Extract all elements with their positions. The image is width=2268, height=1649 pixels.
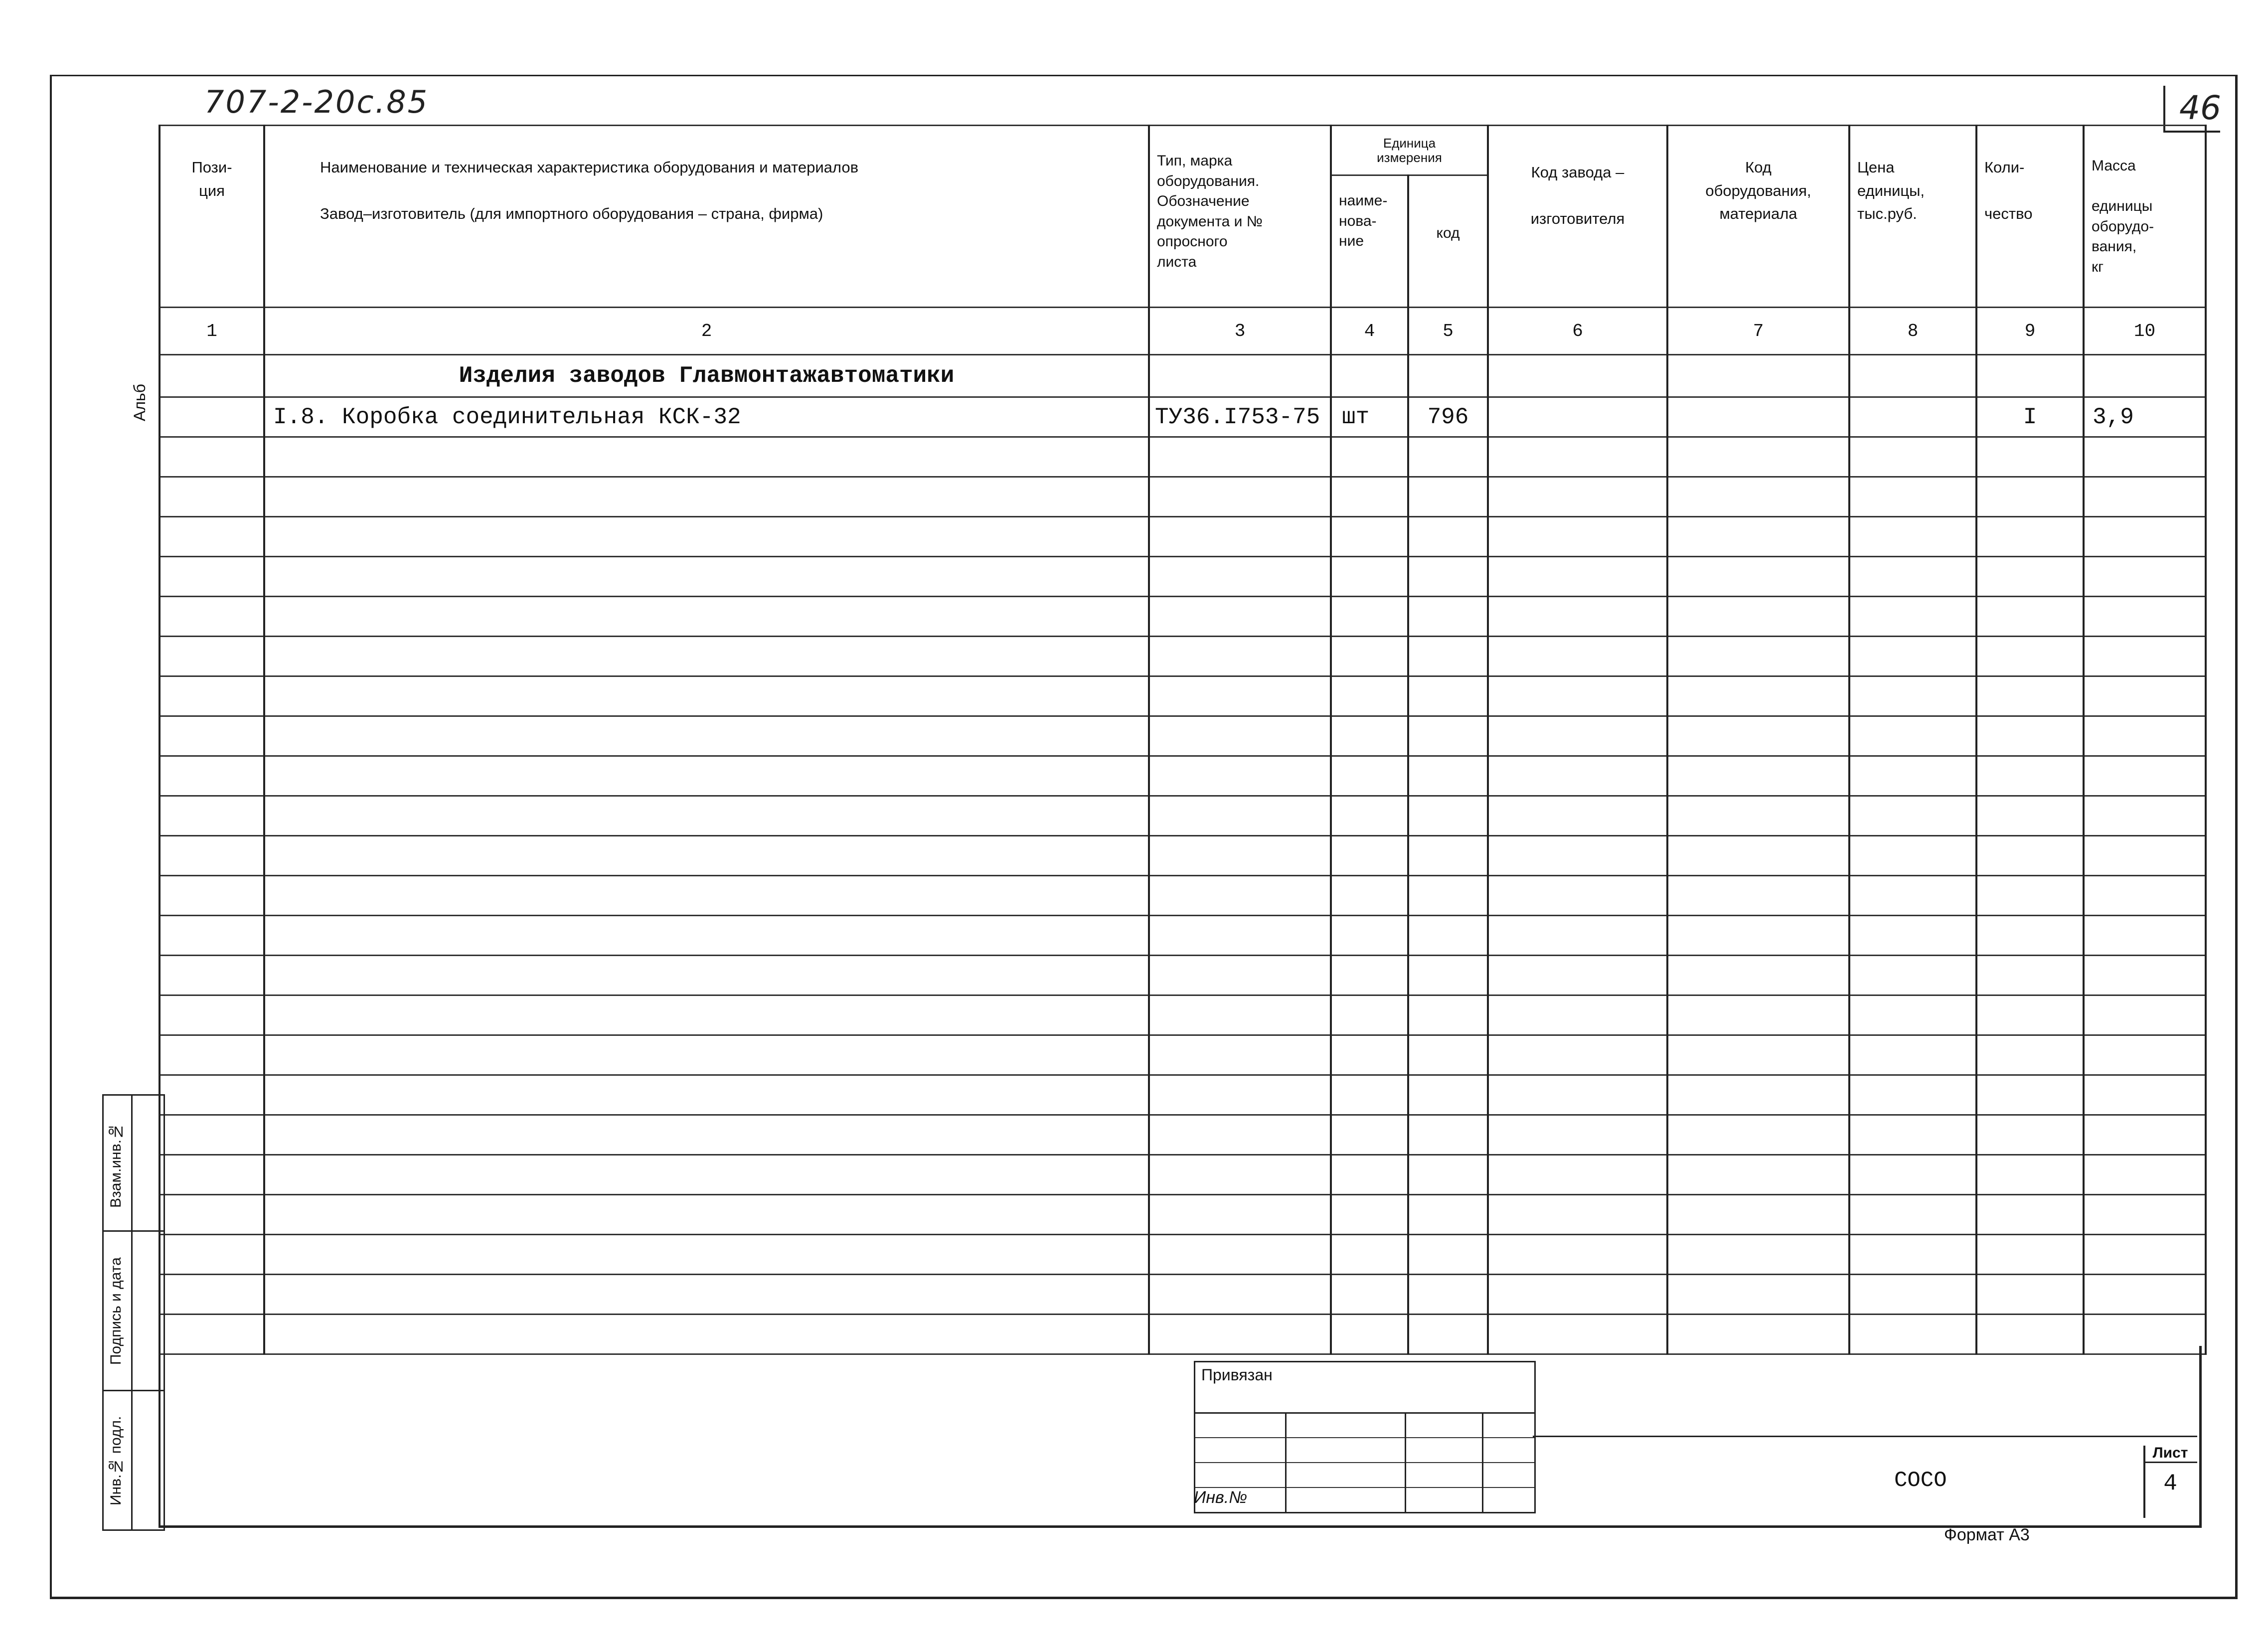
specification-table bbox=[159, 125, 2207, 1355]
sheet-number-handwritten: 46 bbox=[2179, 89, 2221, 127]
cell-equipment-code bbox=[1667, 397, 1849, 437]
album-mark: Альб bbox=[131, 384, 149, 422]
header-unit-name: наиме- нова- ние bbox=[1331, 175, 1408, 308]
header-unit-group: Единица измерения bbox=[1331, 126, 1488, 175]
cell-quantity: I bbox=[1976, 397, 2084, 437]
cell-mass: 3,9 bbox=[2084, 397, 2206, 437]
bound-label: Привязан bbox=[1201, 1366, 1273, 1384]
document-code: 707-2-20с.85 bbox=[204, 84, 429, 120]
column-number: 7 bbox=[1667, 308, 1849, 355]
inventory-label: Инв.№ bbox=[1194, 1488, 1248, 1507]
replace-inventory-label: Взам.инв.№ bbox=[108, 1123, 124, 1208]
sheet-number: 4 bbox=[2163, 1471, 2177, 1496]
header-type: Тип, марка оборудования. Обозначение документа и № опросного листа bbox=[1149, 126, 1331, 308]
cell-name: I.8. Коробка соединительная КСК-32 bbox=[264, 397, 1149, 437]
cell-plant-code bbox=[1488, 397, 1667, 437]
signature-date-label: Подпись и дата bbox=[108, 1257, 124, 1365]
cell-unit-code: 796 bbox=[1408, 397, 1488, 437]
header-price: Цена единицы, тыс.руб. bbox=[1849, 126, 1976, 308]
document-designation: СОСО bbox=[1894, 1468, 1947, 1493]
column-number: 3 bbox=[1149, 308, 1331, 355]
table-row bbox=[160, 397, 2206, 437]
column-number: 9 bbox=[1976, 308, 2084, 355]
header-mass: Масса единицы оборудо- вания, кг bbox=[2084, 126, 2206, 308]
original-inventory-label: Инв.№ подл. bbox=[108, 1416, 124, 1506]
column-number: 5 bbox=[1408, 308, 1488, 355]
cell-position bbox=[160, 397, 264, 437]
header-quantity: Коли- чество bbox=[1976, 126, 2084, 308]
column-number: 4 bbox=[1331, 308, 1408, 355]
header-unit-code: код bbox=[1408, 175, 1488, 308]
sheet-caption: Лист bbox=[2143, 1445, 2197, 1463]
header-equipment-code: Код оборудования, материала bbox=[1667, 126, 1849, 308]
cell-unit-name: шт bbox=[1331, 397, 1408, 437]
cell-price bbox=[1849, 397, 1976, 437]
column-number: 2 bbox=[264, 308, 1149, 355]
section-title: Изделия заводов Главмонтажавтоматики bbox=[264, 355, 1149, 397]
column-number: 6 bbox=[1488, 308, 1667, 355]
stamp-divider bbox=[1533, 1436, 2197, 1437]
cell-type: ТУ36.I753-75 bbox=[1149, 397, 1331, 437]
column-number: 1 bbox=[160, 308, 264, 355]
column-number: 8 bbox=[1849, 308, 1976, 355]
side-stamp bbox=[102, 1094, 165, 1531]
header-plant-code: Код завода – изготовителя bbox=[1488, 126, 1667, 308]
column-number: 10 bbox=[2084, 308, 2206, 355]
header-position: Пози- ция bbox=[160, 126, 264, 308]
header-name: Наименование и техническая характеристика оборудования и материалов Завод–изготовитель (для импортного оборудования – страна, фирма) bbox=[264, 126, 1149, 308]
format-label: Формат А3 bbox=[1944, 1525, 2030, 1544]
